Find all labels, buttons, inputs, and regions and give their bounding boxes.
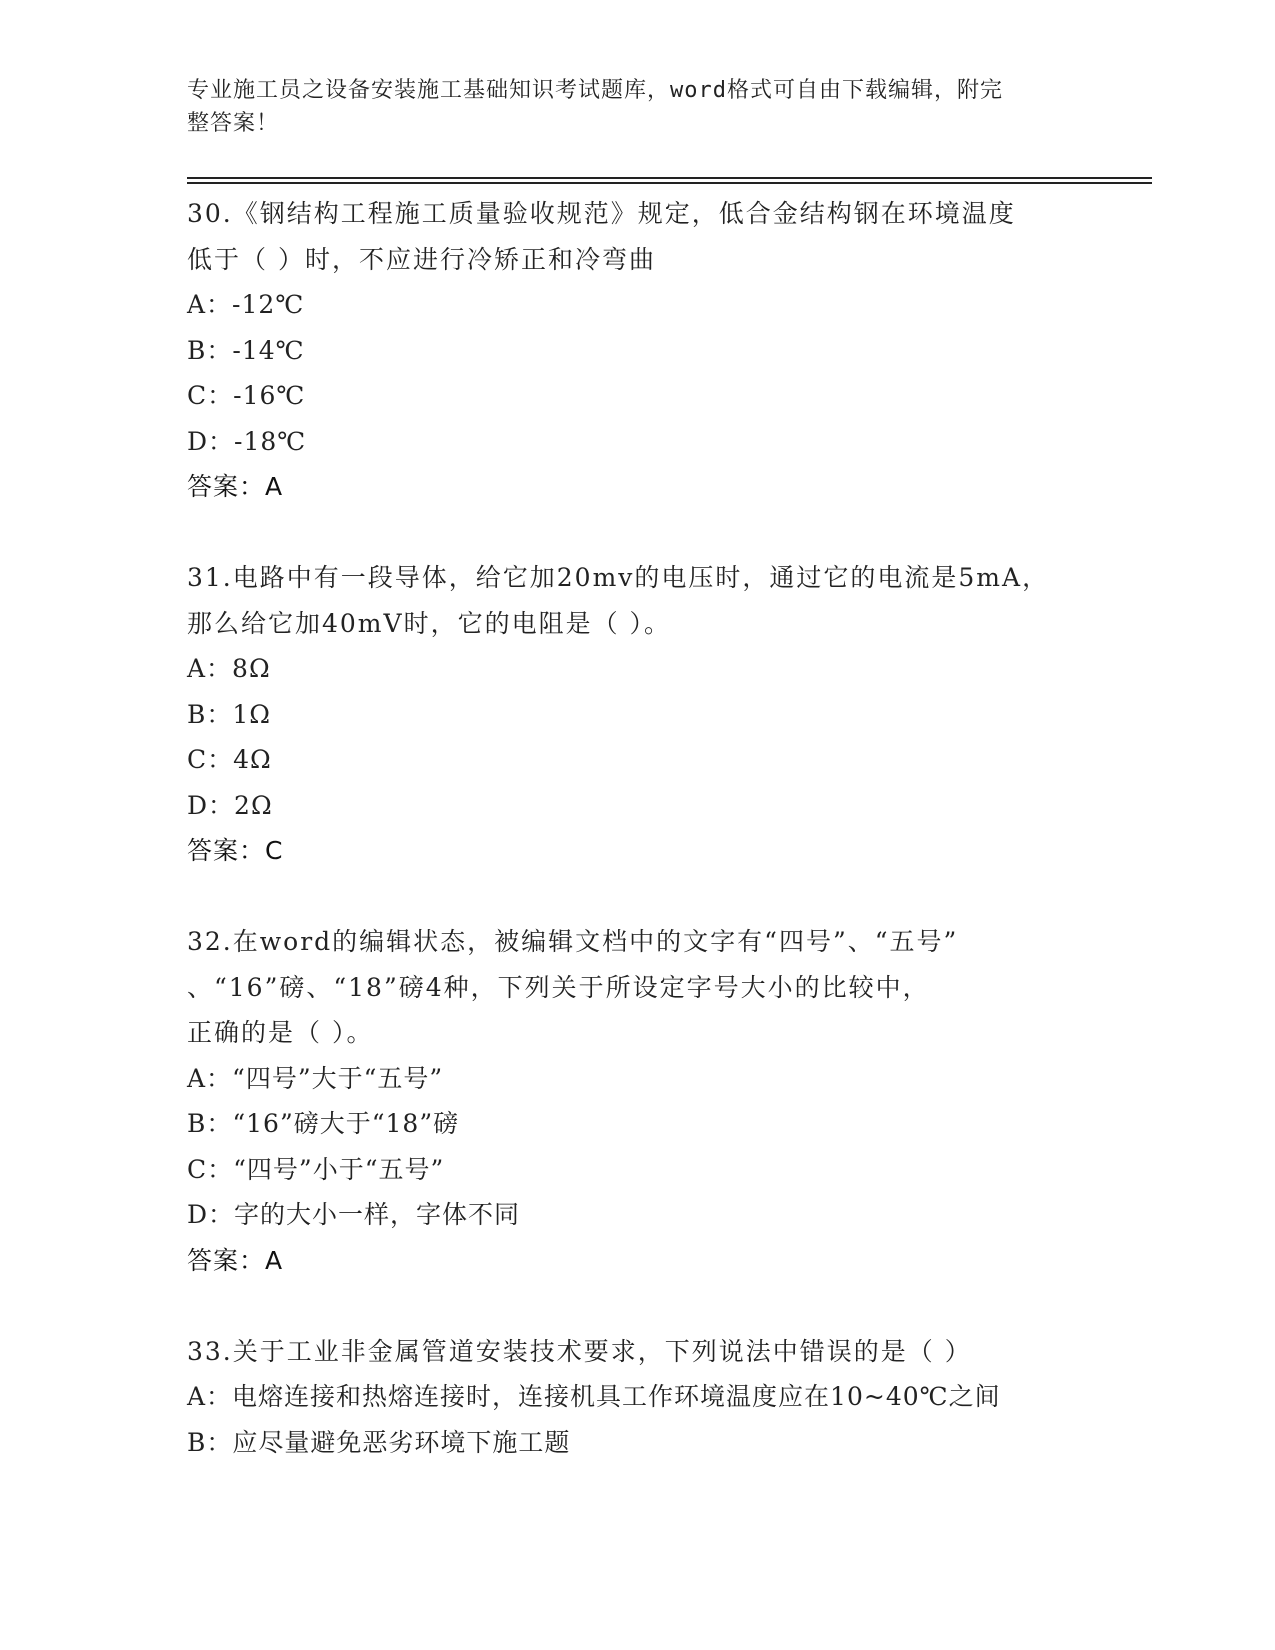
option-b: B：“16”磅大于“18”磅 (187, 1109, 460, 1138)
answer-line: 答案：A (187, 472, 284, 501)
option-b: B：-14℃ (187, 335, 305, 365)
option-d: D：字的大小一样，字体不同 (187, 1200, 521, 1229)
option-a: A：-12℃ (187, 290, 305, 319)
option-c: C：-16℃ (187, 381, 306, 410)
question-stem-line: 33.关于工业非金属管道安装技术要求，下列说法中错误的是（ ） (187, 1336, 972, 1366)
option-a: A：电熔连接和热熔连接时，连接机具工作环境温度应在10~40℃之间 (187, 1382, 1001, 1411)
question-list (187, 191, 1087, 1465)
option-c: C：4Ω (187, 745, 272, 774)
question-32 (187, 919, 1087, 1283)
option-d: D：2Ω (187, 790, 273, 820)
question-33 (187, 1329, 1087, 1466)
option-b: B：应尽量避免恶劣环境下施工题 (187, 1427, 571, 1457)
question-spacer (187, 510, 1087, 556)
option-c: C：“四号”小于“五号” (187, 1154, 445, 1184)
answer-line: 答案：C (187, 836, 284, 865)
question-stem-line: 正确的是（ ）。 (187, 1018, 374, 1047)
question-stem-line: 低于（ ）时，不应进行冷矫正和冷弯曲 (187, 244, 656, 274)
question-30 (187, 191, 1087, 510)
option-d: D：-18℃ (187, 426, 307, 456)
question-stem-line: 30.《钢结构工程施工质量验收规范》规定，低合金结构钢在环境温度 (187, 199, 1016, 228)
header-line-2: 整答案！ (187, 111, 280, 136)
question-stem-line: 、“16”磅、“18”磅4种，下列关于所设定字号大小的比较中， (187, 972, 930, 1002)
question-stem-line: 那么给它加40mV时，它的电阻是（ ）。 (187, 608, 672, 638)
question-spacer (187, 1283, 1087, 1329)
document-header (187, 74, 1067, 140)
header-line-1: 专业施工员之设备安装施工基础知识考试题库，word格式可自由下载编辑，附完 (187, 78, 1003, 103)
option-b: B：1Ω (187, 699, 272, 729)
question-stem-line: 32.在word的编辑状态，被编辑文档中的文字有“四号”、“五号” (187, 927, 959, 956)
option-a: A：8Ω (187, 654, 271, 683)
header-divider-bottom (187, 182, 1152, 184)
question-spacer (187, 874, 1087, 920)
question-stem-line: 31.电路中有一段导体，给它加20mv的电压时，通过它的电流是5mA， (187, 563, 1050, 592)
header-divider-top (187, 177, 1152, 179)
answer-line: 答案：A (187, 1245, 284, 1275)
option-a: A：“四号”大于“五号” (187, 1063, 444, 1093)
question-31 (187, 555, 1087, 874)
